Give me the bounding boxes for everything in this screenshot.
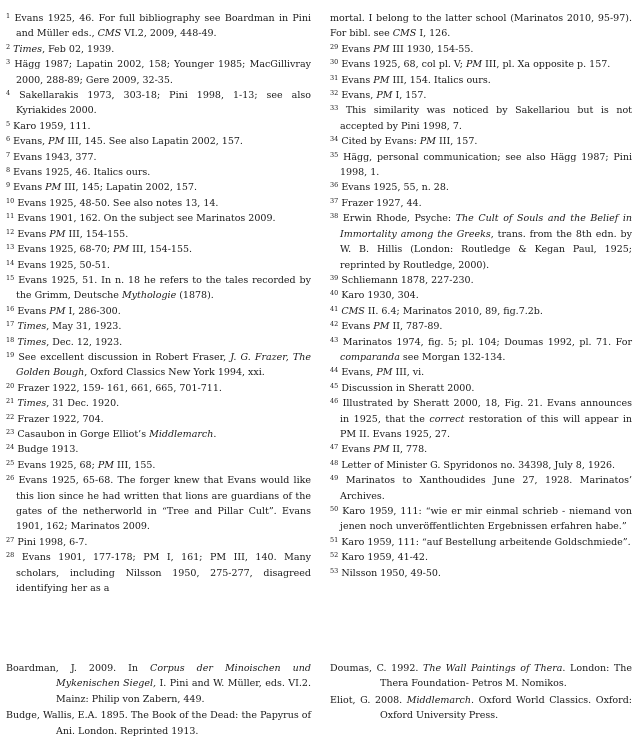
endnote-number: 9 bbox=[6, 181, 11, 190]
endnote-26: $^{26}$ Evans 1925, 65-68. The forger knew that Evans would like this lion since he had written that lions are guardians of the gates of the netherworld in “Tree and Pillar Cult”. Evans 1901, 162; Marinatos 2009. bbox=[6, 474, 311, 533]
endnote-48: $^{48}$ Letter of Minister G. Spyridonos no. 34398, July 8, 1926. bbox=[330, 458, 616, 471]
endnote-51: $^{51}$ Karo 1959, 111: “auf Bestellung arbeitende Goldschmiede”. bbox=[330, 535, 631, 548]
endnote-number: 18 bbox=[6, 335, 15, 344]
endnote-17: $^{17}$ Times, May 31, 1923. bbox=[6, 320, 122, 333]
endnote-52: $^{52}$ Karo 1959, 41-42. bbox=[330, 551, 428, 564]
endnote-number: 47 bbox=[330, 443, 339, 452]
endnote-12: $^{12}$ Evans PM III, 154-155. bbox=[6, 227, 129, 240]
endnote-34: $^{34}$ Cited by Evans: PM III, 157. bbox=[330, 135, 478, 148]
endnote-number: 3 bbox=[6, 58, 11, 67]
endnote-1: $^1$ Evans 1925, 46. For full bibliography see Boardman in Pini and Müller eds., CMS VI.2, 2009, 448-49. bbox=[6, 12, 311, 40]
bibliography-entry: Boardman, J. 2009. In Corpus der Minoischen und Mykenischen Siegel, I. Pini and W. Müller, eds. VI.2. Mainz: Philip von Zabern, 449. bbox=[6, 663, 311, 705]
endnote-number: 35 bbox=[330, 150, 339, 159]
endnote-40: $^{40}$ Karo 1930, 304. bbox=[330, 289, 419, 302]
endnote-30: $^{30}$ Evans 1925, 68, col pl. V; PM III, pl. Xa opposite p. 157. bbox=[330, 58, 611, 71]
endnotes-right-list bbox=[330, 42, 632, 581]
endnote-14: $^{14}$ Evans 1925, 50-51. bbox=[6, 258, 110, 271]
endnote-38: $^{38}$ Erwin Rhode, Psyche: The Cult of Souls and the Belief in Immortality among the Greeks, trans. from the 8th edn. by W. B. Hillis (London: Routledge & Kegan Paul, 1925; reprinted by Routledge, 2000). bbox=[330, 212, 632, 271]
endnote-number: 39 bbox=[330, 273, 339, 282]
endnote-number: 50 bbox=[330, 505, 339, 513]
endnote-number: 32 bbox=[330, 89, 339, 98]
endnote-29: $^{29}$ Evans PM III 1930, 154-55. bbox=[330, 42, 474, 55]
endnote-32: $^{32}$ Evans, PM I, 157. bbox=[330, 89, 427, 102]
endnote-25: $^{25}$ Evans 1925, 68; PM III, 155. bbox=[6, 458, 156, 471]
bibliography-entry: Eliot, G. 2008. Middlemarch. Oxford World Classics. Oxford: Oxford University Press. bbox=[330, 694, 632, 722]
endnote-number: 28 bbox=[6, 551, 15, 560]
endnote-44: $^{44}$ Evans, PM III, vi. bbox=[330, 366, 425, 379]
endnote-42: $^{42}$ Evans PM II, 787-89. bbox=[330, 320, 443, 333]
endnote-number: 49 bbox=[330, 474, 339, 483]
endnote-22: $^{22}$ Frazer 1922, 704. bbox=[6, 412, 104, 425]
endnote-number: 37 bbox=[330, 196, 339, 205]
endnote-number: 22 bbox=[6, 412, 15, 421]
endnotes-column-right bbox=[330, 11, 632, 581]
endnote-39: $^{39}$ Schliemann 1878, 227-230. bbox=[330, 273, 474, 286]
endnote-number: 8 bbox=[6, 166, 11, 175]
endnote-5: $^5$ Karo 1959, 111. bbox=[6, 119, 91, 132]
endnote-number: 11 bbox=[6, 212, 15, 221]
endnote-number: 34 bbox=[330, 135, 339, 144]
endnote-45: $^{45}$ Discussion in Sheratt 2000. bbox=[330, 381, 475, 394]
endnote-28-continuation: mortal. I belong to the latter school (Marinatos 2010, 95-97). For bibl. see CMS I, 126. bbox=[330, 13, 632, 40]
endnote-number: 19 bbox=[6, 350, 15, 359]
endnote-number: 13 bbox=[6, 243, 15, 252]
endnote-41: $^{41}$ CMS II. 6.4; Marinatos 2010, 89, fig.7.2b. bbox=[330, 304, 543, 317]
endnote-number: 4 bbox=[6, 89, 11, 98]
endnote-23: $^{23}$ Casaubon in Gorge Elliot’s Middlemarch. bbox=[6, 427, 217, 440]
endnote-number: 16 bbox=[6, 304, 15, 313]
endnote-4: $^4$ Sakellarakis 1973, 303-18; Pini 1998, 1-13; see also Kyriakides 2000. bbox=[6, 89, 311, 117]
endnote-number: 12 bbox=[6, 227, 15, 236]
endnote-49: $^{49}$ Marinatos to Xanthoudides June 27, 1928. Marinatos’ Archives. bbox=[330, 474, 632, 502]
endnote-47: $^{47}$ Evans PM II, 778. bbox=[330, 443, 428, 456]
bibliography-entry: Budge, Wallis, E.A. 1895. The Book of the Dead: the Papyrus of Ani. London. Reprinted 1913. bbox=[6, 710, 311, 737]
bibliography-column-right bbox=[330, 661, 632, 725]
endnote-number: 45 bbox=[330, 381, 339, 390]
endnote-number: 42 bbox=[330, 320, 339, 329]
endnote-number: 27 bbox=[6, 535, 15, 544]
endnotes-column-left bbox=[6, 11, 311, 596]
endnote-number: 30 bbox=[330, 58, 339, 67]
endnote-35: $^{35}$ Hägg, personal communication; see also Hägg 1987; Pini 1998, 1. bbox=[330, 150, 632, 179]
endnote-number: 1 bbox=[6, 12, 11, 20]
endnote-number: 7 bbox=[6, 150, 11, 159]
endnote-number: 20 bbox=[6, 381, 15, 390]
endnote-number: 10 bbox=[6, 196, 15, 205]
bibliography-entry: Doumas, C. 1992. The Wall Paintings of Thera. London: The Thera Foundation- Petros M. Nomikos. bbox=[330, 663, 632, 690]
endnote-27: $^{27}$ Pini 1998, 6-7. bbox=[6, 535, 88, 548]
endnote-15: $^{15}$ Evans 1925, 51. In n. 18 he refers to the tales recorded by the Grimm, Deutsche Mythologie (1878). bbox=[6, 273, 311, 302]
endnote-8: $^8$ Evans 1925, 46. Italics ours. bbox=[6, 166, 151, 179]
endnote-number: 53 bbox=[330, 566, 339, 575]
endnote-50: $^{50}$ Karo 1959, 111: “wie er mir einmal schrieb - niemand von jenen noch unveröffentlichten Ergebnissen erfahren habe.” bbox=[330, 505, 632, 533]
endnote-number: 23 bbox=[6, 427, 15, 436]
endnote-20: $^{20}$ Frazer 1922, 159- 161, 661, 665, 701-711. bbox=[6, 381, 222, 394]
endnote-number: 26 bbox=[6, 474, 15, 483]
endnote-number: 14 bbox=[6, 258, 15, 267]
endnote-7: $^7$ Evans 1943, 377. bbox=[6, 150, 97, 163]
endnote-53: $^{53}$ Nilsson 1950, 49-50. bbox=[330, 566, 441, 579]
endnote-31: $^{31}$ Evans PM III, 154. Italics ours. bbox=[330, 73, 491, 86]
endnote-number: 52 bbox=[330, 551, 339, 560]
endnote-21: $^{21}$ Times, 31 Dec. 1920. bbox=[6, 397, 120, 410]
bibliography-column-left bbox=[6, 661, 311, 740]
endnote-number: 5 bbox=[6, 119, 11, 128]
endnote-3: $^3$ Hägg 1987; Lapatin 2002, 158; Younger 1985; MacGillivray 2000, 288-89; Gere 2009, 32-35. bbox=[6, 58, 311, 86]
endnote-number: 46 bbox=[330, 397, 339, 406]
endnote-number: 21 bbox=[6, 397, 15, 406]
endnote-28: $^{28}$ Evans 1901, 177-178; PM I, 161; PM III, 140. Many scholars, including Nilsson 1950, 275-277, disagreed identifying her as a bbox=[6, 551, 311, 595]
endnote-number: 2 bbox=[6, 42, 11, 51]
endnote-number: 17 bbox=[6, 320, 15, 329]
endnote-16: $^{16}$ Evans PM I, 286-300. bbox=[6, 304, 121, 317]
endnote-46: $^{46}$ Illustrated by Sheratt 2000, 18, Fig. 21. Evans announces in 1925, that the correct restoration of this will appear in PM II. Evans 1925, 27. bbox=[330, 397, 632, 440]
endnote-number: 51 bbox=[330, 535, 339, 544]
endnote-number: 48 bbox=[330, 458, 339, 467]
endnote-number: 24 bbox=[6, 443, 15, 452]
endnote-36: $^{36}$ Evans 1925, 55, n. 28. bbox=[330, 181, 449, 194]
endnote-43: $^{43}$ Marinatos 1974, fig. 5; pl. 104; Doumas 1992, pl. 71. For comparanda see Morgan 132-134. bbox=[330, 335, 632, 363]
endnote-9: $^9$ Evans PM III, 145; Lapatin 2002, 157. bbox=[6, 181, 198, 194]
endnote-6: $^6$ Evans, PM III, 145. See also Lapatin 2002, 157. bbox=[6, 135, 243, 148]
endnote-number: 31 bbox=[330, 73, 339, 82]
endnote-11: $^{11}$ Evans 1901, 162. On the subject see Marinatos 2009. bbox=[6, 212, 276, 225]
endnote-33: $^{33}$ This similarity was noticed by Sakellariou but is not accepted by Pini 1998, 7. bbox=[330, 104, 632, 132]
endnote-number: 36 bbox=[330, 181, 339, 190]
endnote-13: $^{13}$ Evans 1925, 68-70; PM III, 154-155. bbox=[6, 243, 193, 256]
endnote-number: 15 bbox=[6, 273, 15, 282]
endnote-number: 44 bbox=[330, 366, 339, 375]
endnote-10: $^{10}$ Evans 1925, 48-50. See also notes 13, 14. bbox=[6, 196, 219, 209]
endnote-37: $^{37}$ Frazer 1927, 44. bbox=[330, 196, 422, 209]
endnote-number: 25 bbox=[6, 458, 15, 467]
endnote-number: 38 bbox=[330, 212, 339, 221]
endnote-2: $^2$ Times, Feb 02, 1939. bbox=[6, 42, 115, 55]
endnote-number: 33 bbox=[330, 104, 339, 113]
endnote-number: 29 bbox=[330, 42, 339, 51]
endnote-number: 40 bbox=[330, 289, 339, 298]
endnote-number: 43 bbox=[330, 335, 339, 344]
endnote-19: $^{19}$ See excellent discussion in Robert Fraser, J. G. Frazer, The Golden Bough, Oxford Classics New York 1994, xxi. bbox=[6, 350, 311, 379]
endnote-24: $^{24}$ Budge 1913. bbox=[6, 443, 79, 456]
endnote-number: 6 bbox=[6, 135, 11, 144]
endnote-number: 41 bbox=[330, 304, 339, 313]
endnote-18: $^{18}$ Times, Dec. 12, 1923. bbox=[6, 335, 123, 348]
